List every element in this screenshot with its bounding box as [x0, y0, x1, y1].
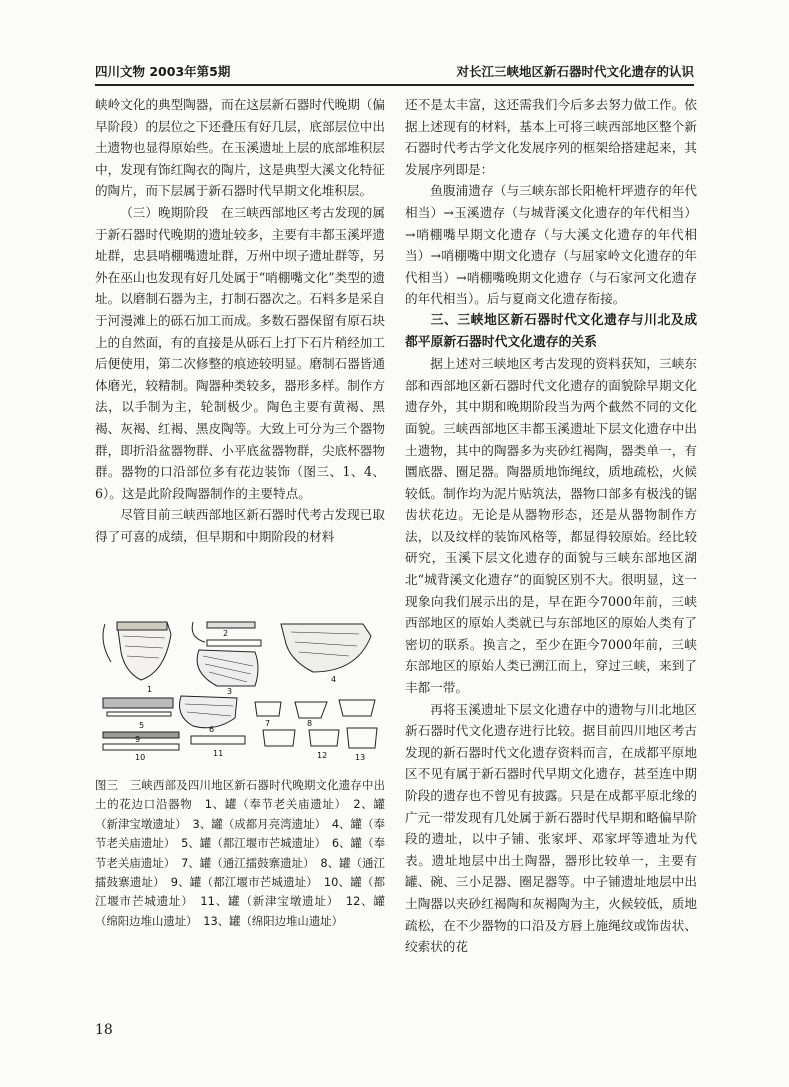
- section-heading-3: 三、三峡地区新石器时代文化遗存与川北及成都平原新石器时代文化遗存的关系: [405, 312, 697, 350]
- right-column: [405, 94, 697, 958]
- running-header: [95, 58, 694, 86]
- right-paragraph-2: 鱼腹浦遗存（与三峡东部长阳桅杆坪遗存的年代相当）→玉溪遗存（与城背溪文化遗存的年代相当）→哨棚嘴早期文化遗存（与大溪文化遗存的年代相当）→哨棚嘴中期文化遗存（与屈家岭文化遗存的年代相当）→哨棚嘴晚期文化遗存（与石家河文化遗存的年代相当）。后与夏商文化遗存衔接。: [405, 183, 697, 307]
- article-running-title: 对长江三峡地区新石器时代文化遗存的认识: [456, 64, 694, 79]
- figure-caption: 图三 三峡西部及四川地区新石器时代晚期文化遗存中出土的花边口沿器物 1、罐（奉节老关庙遗址） 2、罐（新津宝墩遗址） 3、罐（成都月亮湾遗址） 4、罐（奉节老关庙遗址） 5、罐（都江堰市芒城遗址） 6、罐（奉节老关庙遗址） 7、罐（通江擂鼓寨遗址） 8、罐（通江擂鼓寨遗址） 9、罐（都江堰市芒城遗址） 10、罐（都江堰市芒城遗址） 11、罐（新津宝墩遗址） 12、罐（绵阳边堆山遗址） 13、罐（绵阳边堆山遗址）: [95, 778, 385, 928]
- page-number: 18: [95, 1022, 113, 1038]
- figure-3-pottery-drawings: [95, 612, 385, 764]
- right-paragraph-4: 再将玉溪遗址下层文化遗存中的遗物与川北地区新石器时代文化遗存进行比较。据目前四川地区考古发现的新石器时代文化遗存资料而言，在成都平原地区不见有属于新石器时代早期文化遗存，甚至连中期阶段的遗存也不曾见有披露。只是在成都平原北缘的广元一带发现有几处属于新石器时代早期和略偏早阶段的遗址，以中子铺、张家坪、邓家坪等遗址为代表。遗址地层中出土陶器，器形比较单一，主要有罐、碗、三小足器、圈足器等。中子铺遗址地层中出土陶器以夹砂红褐陶和灰褐陶为主，火候较低，质地疏松，在不少器物的口沿及方唇上施绳纹或饰齿状、绞索状的花: [405, 701, 697, 955]
- figure-label-7: 7: [265, 719, 271, 728]
- figure-label-4: 4: [331, 675, 337, 684]
- figure-label-10: 10: [135, 753, 146, 762]
- pottery-line-drawings: [95, 612, 385, 764]
- figure-label-6: 6: [209, 725, 215, 734]
- left-paragraph-2: （三）晚期阶段 在三峡西部地区考古发现的属于新石器时代晚期的遗址较多，主要有丰都玉溪坪遗址群，忠县哨棚嘴遗址群，万州中坝子遗址群等，另外在巫山也发现有好几处属于“哨棚嘴文化”类型的遗址。以磨制石器为主，打制石器次之。石料多是采自于河漫滩上的砾石加工而成。多数石器保留有原石块上的自然面，有的直接是从砾石上打下石片稍经加工后便使用，第二次修整的痕迹较明显。磨制石器皆通体磨光，较精制。陶器种类较多，器形多样。制作方法，以手制为主，轮制极少。陶色主要有黄褐、黑褐、灰褐、红褐、黑皮陶等。大致上可分为三个器物群，即折沿盆器物群、小平底盆器物群，尖底杯器物群。器物的口沿部位多有花边装饰（图三、1、4、6）。这是此阶段陶器制作的主要特点。: [95, 204, 385, 501]
- left-column: [95, 94, 385, 547]
- right-paragraph-1: 还不是太丰富，这还需我们今后多去努力做工作。依据上述现有的材料，基本上可将三峡西部地区整个新石器时代考古学文化发展序列的框架给搭建起来，其发展序列即是：: [405, 97, 697, 177]
- figure-label-2: 2: [223, 629, 229, 638]
- figure-label-13: 13: [355, 753, 366, 762]
- left-paragraph-1: 峡岭文化的典型陶器，而在这层新石器时代晚期（偏早阶段）的层位之下还叠压有好几层，底部层位中出土遗物也显得原始些。在玉溪遗址上层的底部堆积层中，发现有饰红陶衣的陶片，这是典型大溪文化特征的陶片，而下层属于新石器时代早期文化堆积层。: [95, 97, 385, 199]
- figure-label-5: 5: [139, 721, 145, 730]
- figure-label-8: 8: [307, 719, 313, 728]
- figure-label-1: 1: [147, 685, 153, 694]
- figure-label-3: 3: [227, 687, 233, 696]
- right-paragraph-3: 据上述对三峡地区考古发现的资料获知，三峡东部和西部地区新石器时代文化遗存的面貌除早期文化遗存外，其中期和晚期阶段当为两个截然不同的文化面貌。三峡西部地区丰都玉溪遗址下层文化遗存中出土遗物，其中的陶器多为夹砂红褐陶，器类单一，有圜底器、圈足器。陶器质地饰绳纹，质地疏松，火候较低。制作均为泥片贴筑法，器物口部多有极浅的锯齿状花边。无论是从器物形态，还是从器物制作方法，以及纹样的装饰风格等，都显得较原始。经比较研究，玉溪下层文化遗存的面貌与三峡东部地区湖北“城背溪文化遗存”的面貌区别不大。很明显，这一现象向我们展示出的是，早在距今7000年前，三峡西部地区的原始人类就已与东部地区的原始人类有了密切的联系。换言之，至少在距今7000年前，三峡东部地区的原始人类已溯江而上，穿过三峡，来到了丰都一带。: [405, 356, 697, 696]
- journal-info: 四川文物 2003年第5期: [95, 64, 231, 79]
- figure-label-9: 9: [135, 735, 141, 744]
- figure-label-12: 12: [317, 751, 328, 760]
- figure-label-11: 11: [213, 749, 224, 758]
- left-paragraph-3: 尽管目前三峡西部地区新石器时代考古发现已取得了可喜的成绩，但早期和中期阶段的材料: [95, 507, 385, 544]
